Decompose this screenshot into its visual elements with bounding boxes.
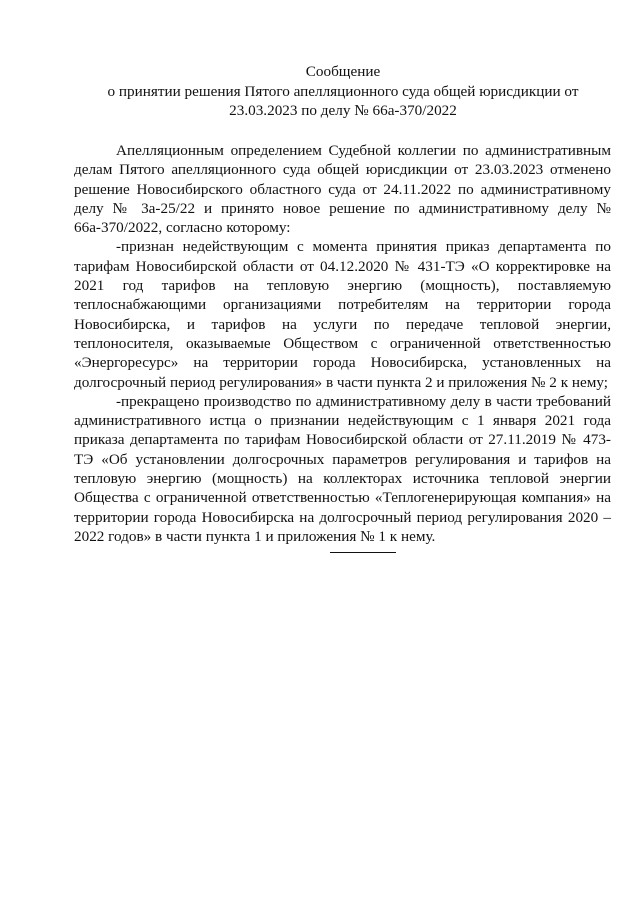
end-separator-line xyxy=(330,552,396,553)
decision-item-1: -признан недействующим с момента принятия приказ департамента по тарифам Новосибирской области от 04.12.2020 № 431-ТЭ «О корректировке на 2021 год тарифов на тепловую энергию (мощность), поставляемую теплоснабжающими организациями потребителям на территории города Новосибирска, и тарифов на услуги по передаче тепловой энергии, теплоносителя, оказываемые Обществом с ограниченной ответственностью «Энергоресурс» на территории города Новосибирска, установленных на долгосрочный период регулирования» в части пункта 2 и приложения № 2 к нему; xyxy=(74,238,611,391)
title-line-3: 23.03.2023 по делу № 66а-370/2022 xyxy=(229,102,457,119)
decision-item-2: -прекращено производство по административному делу в части требований административного истца о признании недействующим с 1 января 2021 года приказа департамента по тарифам Новосибирской области от 27.11.2019 № 473-ТЭ «Об установлении долгосрочных параметров регулирования и тарифов на тепловую энергию (мощность) на коллекторах источника тепловой энергии Общества с ограниченной ответственностью «Теплогенерирующая компания» на территории города Новосибирска на долгосрочный период регулирования 2020 – 2022 годов» в части пункта 1 и приложения № 1 к нему. xyxy=(74,392,611,545)
document-body xyxy=(74,141,611,546)
title-line-1: Сообщение xyxy=(305,63,381,80)
title-line-2: о принятии решения Пятого апелляционного суда общей юрисдикции от xyxy=(107,82,579,100)
document-title xyxy=(60,62,626,121)
intro-paragraph: Апелляционным определением Судебной коллегии по административным делам Пятого апелляционного суда общей юрисдикции от 23.03.2023 отменено решение Новосибирского областного суда от 24.11.2022 по административному делу № 3а-25/22 и принято новое решение по административному делу № 66а-370/2022, согласно которому: xyxy=(74,142,611,237)
